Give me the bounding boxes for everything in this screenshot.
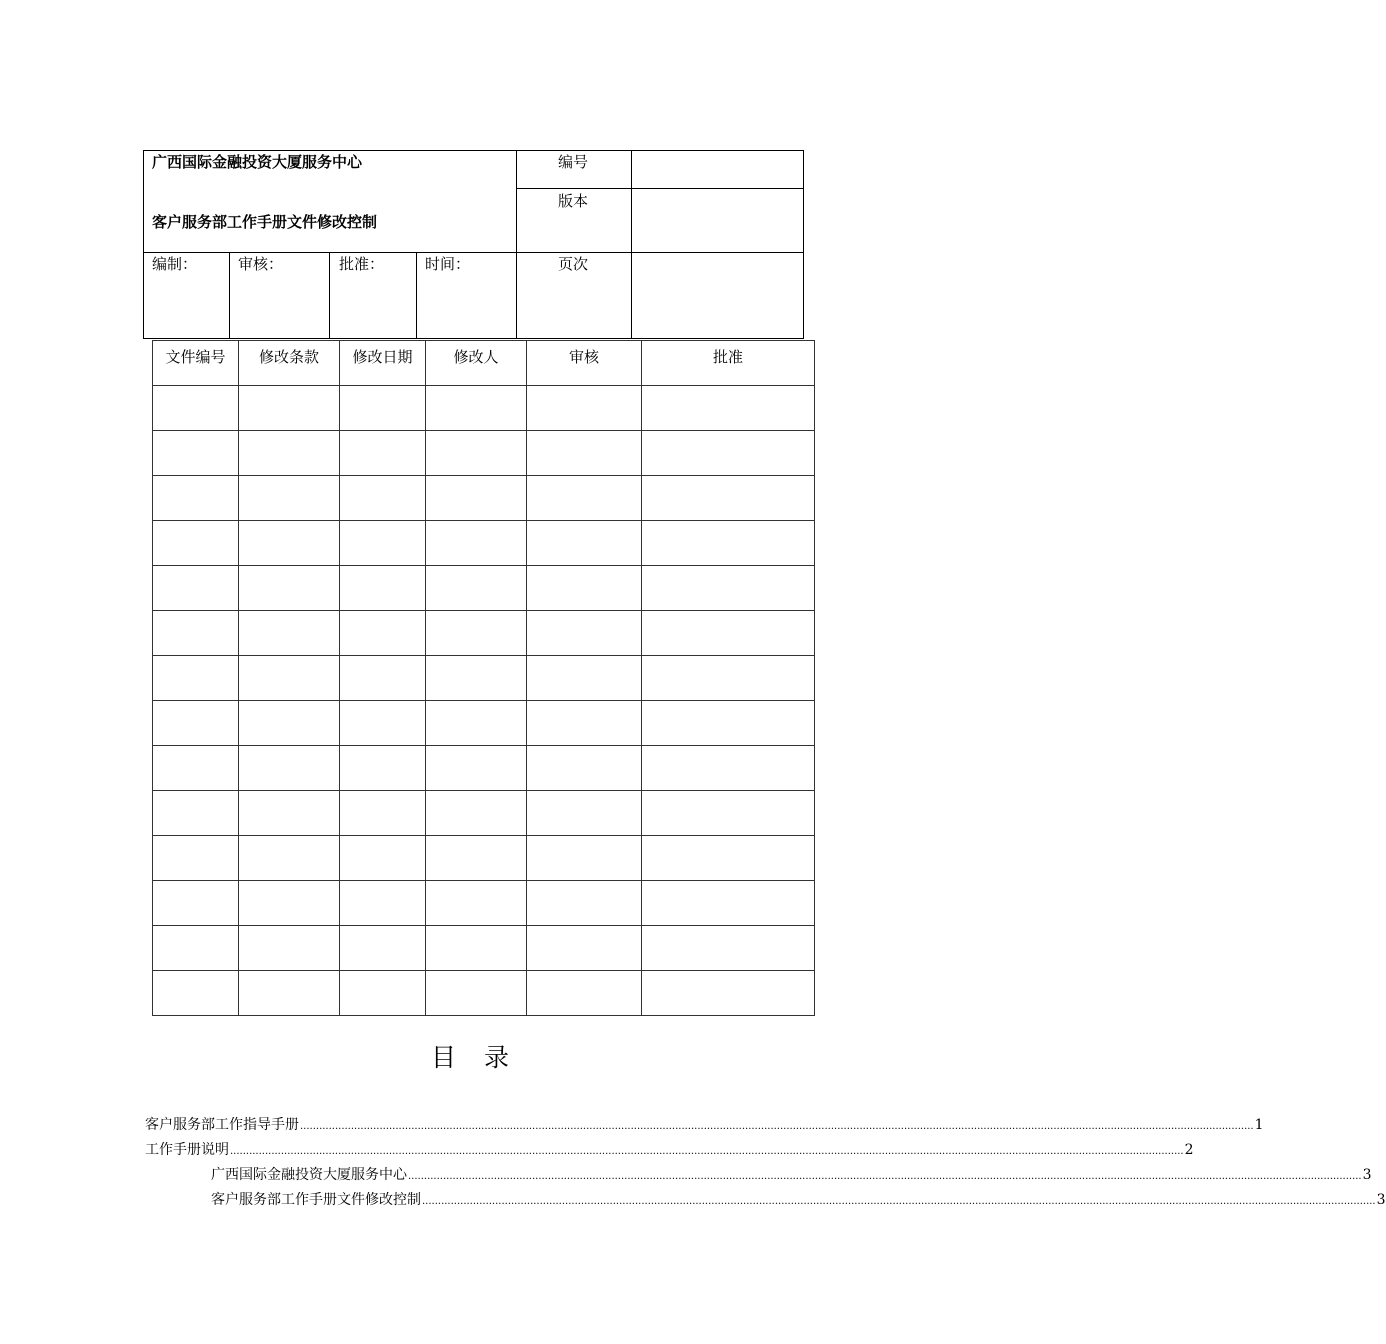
table-cell [153, 791, 239, 836]
org-name: 广西国际金融投资大厦服务中心 [152, 153, 363, 171]
col-approval: 批准 [642, 341, 815, 386]
table-cell [426, 791, 527, 836]
table-cell [527, 566, 642, 611]
table-cell [426, 746, 527, 791]
table-cell [153, 746, 239, 791]
revision-table-header [153, 341, 815, 386]
table-cell [642, 566, 815, 611]
toc-entry-page: 3 [1376, 1192, 1386, 1208]
table-cell [426, 836, 527, 881]
col-review: 审核 [527, 341, 642, 386]
table-cell [642, 611, 815, 656]
page-label: 页次 [558, 255, 589, 273]
table-cell [642, 791, 815, 836]
table-cell [153, 521, 239, 566]
time-label: 时间： [425, 255, 471, 273]
table-row [153, 431, 815, 476]
table-cell [527, 431, 642, 476]
table-cell [340, 431, 426, 476]
table-row [153, 701, 815, 746]
table-cell [527, 881, 642, 926]
table-cell [527, 611, 642, 656]
toc-entry[interactable] [145, 1114, 1264, 1134]
table-cell [340, 701, 426, 746]
reviewed-label: 审核： [238, 255, 284, 273]
table-cell [340, 521, 426, 566]
table-cell [239, 881, 340, 926]
table-cell [426, 566, 527, 611]
doc-title: 客户服务部工作手册文件修改控制 [152, 213, 378, 231]
table-cell [340, 971, 426, 1016]
table-cell [340, 611, 426, 656]
table-cell [426, 386, 527, 431]
document-header-block [143, 150, 804, 339]
table-cell [239, 431, 340, 476]
table-row [153, 791, 815, 836]
table-row [153, 971, 815, 1016]
table-cell [340, 566, 426, 611]
table-row [153, 566, 815, 611]
table-cell [340, 656, 426, 701]
table-cell [239, 971, 340, 1016]
table-cell [340, 881, 426, 926]
prepared-label: 编制： [152, 255, 198, 273]
approved-label: 批准： [339, 255, 385, 273]
table-row [153, 611, 815, 656]
table-cell [527, 971, 642, 1016]
table-cell [527, 791, 642, 836]
table-cell [340, 791, 426, 836]
toc-leader-dots: ............................................................................................................................................................................................................................................................................................................ [408, 1171, 1362, 1182]
table-cell [527, 521, 642, 566]
toc-entry[interactable] [211, 1189, 1386, 1209]
table-cell [239, 386, 340, 431]
table-cell [153, 431, 239, 476]
table-cell [239, 746, 340, 791]
toc-leader-dots: ............................................................................................................................................................................................................................................................................................................ [422, 1196, 1376, 1207]
toc-leader-dots: ............................................................................................................................................................................................................................................................................................................ [230, 1146, 1184, 1157]
table-row [153, 746, 815, 791]
table-cell [527, 836, 642, 881]
table-cell [153, 611, 239, 656]
toc-entry[interactable] [145, 1139, 1194, 1159]
table-cell [642, 746, 815, 791]
table-cell [239, 656, 340, 701]
toc-entry[interactable] [211, 1164, 1372, 1184]
table-cell [239, 791, 340, 836]
table-cell [642, 836, 815, 881]
col-modified-by: 修改人 [426, 341, 527, 386]
toc-title: 目 录 [431, 1043, 519, 1072]
table-cell [239, 926, 340, 971]
table-row [153, 656, 815, 701]
table-cell [153, 971, 239, 1016]
toc-entry-label: 广西国际金融投资大厦服务中心 [211, 1167, 407, 1183]
table-cell [642, 521, 815, 566]
table-cell [642, 926, 815, 971]
table-cell [426, 431, 527, 476]
toc-entry-label: 客户服务部工作手册文件修改控制 [211, 1192, 421, 1208]
table-cell [642, 971, 815, 1016]
table-row [153, 521, 815, 566]
revision-table [152, 340, 815, 1016]
table-cell [642, 386, 815, 431]
table-cell [340, 746, 426, 791]
table-cell [153, 566, 239, 611]
col-modified-date: 修改日期 [340, 341, 426, 386]
table-cell [153, 701, 239, 746]
table-cell [426, 611, 527, 656]
table-cell [153, 926, 239, 971]
number-label: 编号 [558, 153, 589, 171]
table-cell [153, 386, 239, 431]
table-cell [642, 656, 815, 701]
table-cell [426, 971, 527, 1016]
table-cell [642, 476, 815, 521]
table-cell [239, 836, 340, 881]
table-cell [340, 836, 426, 881]
col-modified-clause: 修改条款 [239, 341, 340, 386]
toc-entry-label: 工作手册说明 [145, 1142, 229, 1158]
toc-entry-page: 1 [1254, 1117, 1264, 1133]
table-cell [153, 881, 239, 926]
table-cell [153, 476, 239, 521]
table-cell [426, 926, 527, 971]
table-row [153, 836, 815, 881]
table-row [153, 476, 815, 521]
table-cell [527, 386, 642, 431]
table-row [153, 926, 815, 971]
version-label: 版本 [558, 192, 589, 210]
table-cell [340, 386, 426, 431]
table-cell [642, 881, 815, 926]
table-cell [527, 476, 642, 521]
table-cell [426, 521, 527, 566]
table-cell [426, 476, 527, 521]
table-cell [527, 746, 642, 791]
table-cell [340, 926, 426, 971]
table-row [153, 881, 815, 926]
table-cell [642, 701, 815, 746]
table-cell [153, 656, 239, 701]
table-cell [239, 521, 340, 566]
table-cell [239, 701, 340, 746]
table-cell [527, 656, 642, 701]
table-row [153, 386, 815, 431]
toc-leader-dots: ............................................................................................................................................................................................................................................................................................................ [300, 1121, 1254, 1132]
table-cell [426, 881, 527, 926]
table-cell [239, 611, 340, 656]
toc-entry-label: 客户服务部工作指导手册 [145, 1117, 299, 1133]
table-cell [426, 701, 527, 746]
table-cell [340, 476, 426, 521]
toc-entry-page: 3 [1362, 1167, 1372, 1183]
table-cell [153, 836, 239, 881]
table-cell [426, 656, 527, 701]
toc-entry-page: 2 [1184, 1142, 1194, 1158]
table-cell [239, 476, 340, 521]
col-file-number: 文件编号 [153, 341, 239, 386]
table-cell [527, 926, 642, 971]
table-cell [239, 566, 340, 611]
table-cell [642, 431, 815, 476]
table-cell [527, 701, 642, 746]
